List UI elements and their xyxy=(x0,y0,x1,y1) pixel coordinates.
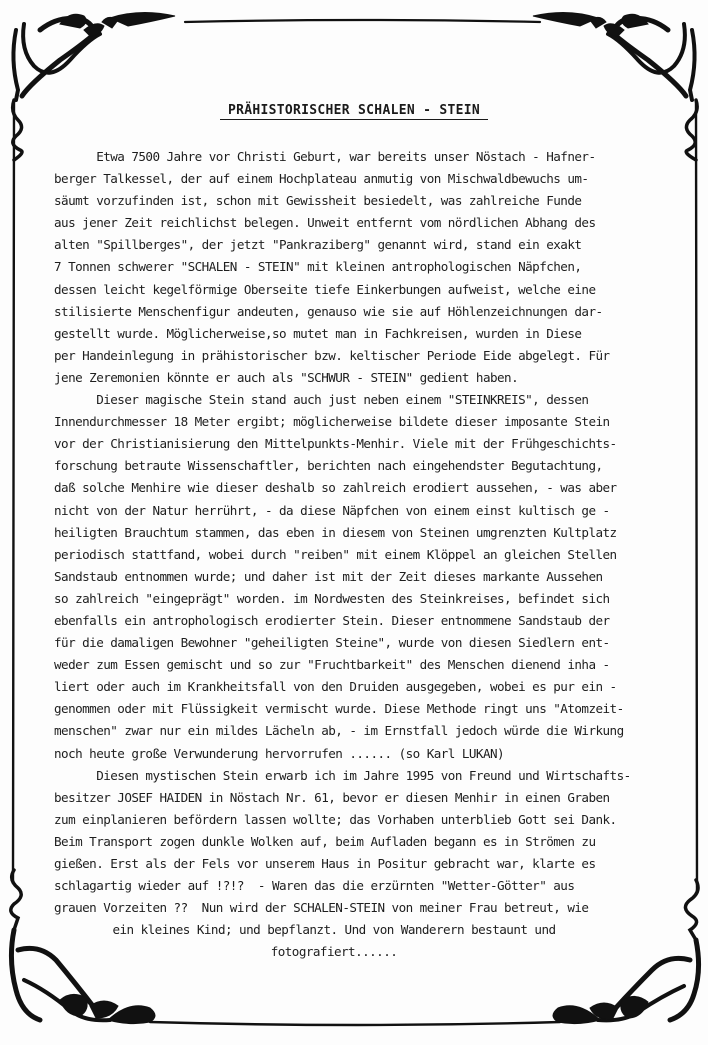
document-title xyxy=(0,103,708,119)
text-line: per Handeinlegung in prähistorischer bzw. keltischer Periode Eide abgelegt. Für xyxy=(54,347,610,363)
text-line: alten "Spillberges", der jetzt "Pankraziberg" genannt wird, stand ein exakt xyxy=(54,237,582,253)
text-line: 7 Tonnen schwerer "SCHALEN - STEIN" mit kleinen antrophologischen Näpfchen, xyxy=(54,259,582,275)
closing-line: ein kleines Kind; und bepflanzt. Und von Wanderern bestaunt und xyxy=(112,922,556,938)
top-border-line xyxy=(185,20,540,22)
text-line: berger Talkessel, der auf einem Hochplateau anmutig von Mischwaldbewuchs um- xyxy=(54,171,589,187)
text-line: menschen" zwar nur ein mildes Lächeln ab, - im Ernstfall jedoch würde die Wirkung xyxy=(54,723,624,739)
text-line: Diesen mystischen Stein erwarb ich im Jahre 1995 von Freund und Wirtschafts- xyxy=(54,767,631,783)
corner-ornament-top-right-icon xyxy=(533,12,695,100)
text-line: für die damaligen Bewohner "geheiligten Steine", wurde von diesen Siedlern ent- xyxy=(54,635,610,651)
text-line: Dieser magische Stein stand auch just neben einem "STEINKREIS", dessen xyxy=(54,392,589,408)
text-line: noch heute große Verwunderung hervorrufen ...... (so Karl LUKAN) xyxy=(54,745,505,761)
text-line: genommen oder mit Flüssigkeit vermischt wurde. Diese Methode ringt uns "Atomzeit- xyxy=(54,701,624,717)
text-line: gießen. Erst als der Fels vor unserem Haus in Positur gebracht war, klarte es xyxy=(54,856,596,871)
right-border-line xyxy=(696,100,697,890)
text-line: grauen Vorzeiten ?? Nun wird der SCHALEN-STEIN von meiner Frau betreut, wie xyxy=(54,900,589,916)
text-line: periodisch stattfand, wobei durch "reiben" mit einem Klöppel an gleichen Stellen xyxy=(54,546,617,562)
text-line: ebenfalls ein antrophologisch erodierter Stein. Dieser entnommene Sandstaub der xyxy=(54,612,610,628)
text-line: vor der Christianisierung den Mittelpunkts-Menhir. Viele mit der Frühgeschichts- xyxy=(54,436,617,452)
text-line: schlagartig wieder auf !?!? - Waren das die erzürnten "Wetter-Götter" aus xyxy=(54,878,575,894)
text-line: zum einplanieren befördern lassen wollte; das Vorhaben unterblieb Gott sei Dank. xyxy=(54,811,617,827)
text-line: besitzer JOSEF HAIDEN in Nöstach Nr. 61, bevor er diesen Menhir in einen Graben xyxy=(54,789,610,805)
text-line: dessen leicht kegelförmige Oberseite tiefe Einkerbungen aufweist, welche eine xyxy=(54,281,596,297)
text-line: nicht von der Natur herrührt, - da diese Näpfchen von einem einst kultisch ge - xyxy=(54,502,610,518)
text-line: forschung betraute Wissenschaftler, berichten nach eingehendster Begutachtung, xyxy=(54,458,603,474)
text-line: aus jener Zeit reichlichst belegen. Unweit entfernt vom nördlichen Abhang des xyxy=(54,215,596,231)
document-body xyxy=(54,146,684,963)
text-line: weder zum Essen gemischt und so zur "Fruchtbarkeit" des Menschen dienend inha - xyxy=(54,657,610,673)
text-line: daß solche Menhire wie dieser deshalb so zahlreich erodiert aussehen, - was aber xyxy=(54,480,617,496)
bottom-border-line xyxy=(150,1022,560,1025)
text-line: Sandstaub entnommen wurde; und daher ist mit der Zeit dieses markante Aussehen xyxy=(54,568,603,584)
closing-line: fotografiert...... xyxy=(270,944,398,960)
left-border-line xyxy=(13,100,14,880)
text-line: Etwa 7500 Jahre vor Christi Geburt, war bereits unser Nöstach - Hafner- xyxy=(54,149,596,164)
text-line: gestellt wurde. Möglicherweise,so mutet man in Fachkreisen, wurden in Diese xyxy=(54,325,582,341)
corner-ornament-top-left-icon xyxy=(13,12,175,100)
text-line: säumt vorzufinden ist, schon mit Gewissheit besiedelt, was zahlreiche Funde xyxy=(54,193,582,209)
document-title-text: PRÄHISTORISCHER SCHALEN - STEIN xyxy=(220,103,488,120)
text-line: jene Zeremonien könnte er auch als "SCHWUR - STEIN" gedient haben. xyxy=(54,369,519,385)
text-line: stilisierte Menschenfigur andeuten, genauso wie sie auf Höhlenzeichnungen dar- xyxy=(54,303,603,319)
text-line: Innendurchmesser 18 Meter ergibt; möglicherweise bildete dieser imposante Stein xyxy=(54,414,610,430)
text-line: liert oder auch im Krankheitsfall von den Druiden ausgegeben, wobei es pur ein - xyxy=(54,679,617,695)
text-line: so zahlreich "eingeprägt" worden. im Nordwesten des Steinkreises, befindet sich xyxy=(54,590,610,606)
text-line: heiligten Brauchtum stammen, das eben in diesem von Steinen umgrenzten Kultplatz xyxy=(54,524,617,540)
text-line: Beim Transport zogen dunkle Wolken auf, beim Aufladen begann es in Strömen zu xyxy=(54,833,596,849)
